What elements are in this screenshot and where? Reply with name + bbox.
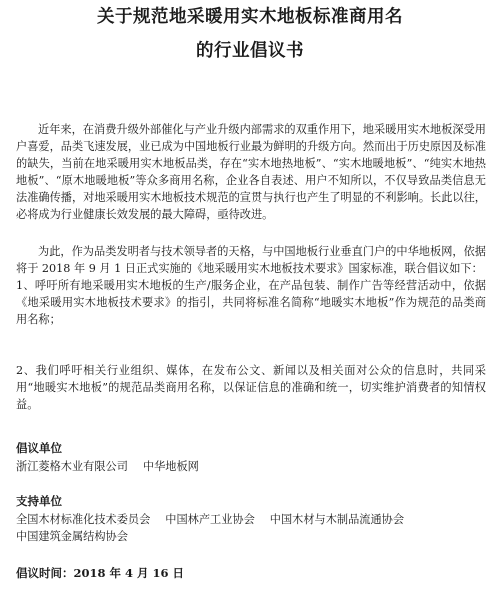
supporter-org: 中国林产工业协会 [165, 513, 255, 526]
supporter-org: 中国建筑金属结构协会 [16, 530, 128, 543]
body-paragraph-2: 为此，作为品类发明者与技术领导者的天格，与中国地板行业垂直门户的中华地板网，依据将于 2018 年 9 月 1 日正式实施的《地采暖用实木地板技术要求》国家标准，联合倡议如下： [16, 245, 486, 275]
initiators-heading: 倡议单位 [16, 441, 62, 455]
body-paragraph-1: 近年来，在消费升级外部催化与产业升级内部需求的双重作用下，地采暖用实木地板深受用户喜爱，品类飞速发展，业已成为中国地板行业最为鲜明的升级方向。然而出于历史原因及标准的缺失，当前在地采暖用实木地板品类，存在“实木地热地板”、“实木地暖地板”、“纯实木地热地板”、“原木地暖地板”等众多商用名称，企业各自表述、用户不知所以，不仅导致品类信息无法准确传播，对地采暖用实木地板技术规范的宣贯与执行也产生了明显的不利影响。长此以往，必将成为行业健康长效发展的最大障碍，亟待改进。 [16, 123, 486, 221]
document-title-line-1: 关于规范地采暖用实木地板标准商用名 [97, 7, 403, 27]
initiators-list [16, 459, 214, 475]
proposal-item-2: 2、我们呼吁相关行业组织、媒体，在发布公文、新闻以及相关面对公众的信息时，共同采用“地暖实木地板”的规范品类商用名称，以保证信息的准确和统一，切实维护消费者的知情权益。 [16, 364, 486, 411]
proposal-item-1: 1、呼吁所有地采暖用实木地板的生产/服务企业，在产品包装、制作广告等经营活动中，依据《地采暖用实木地板技术要求》的指引，共同将标准名简称“地暖实木地板”作为规范的品类商用名称； [16, 279, 486, 326]
document-title-line-2: 的行业倡议书 [196, 41, 304, 61]
supporter-org: 全国木材标准化技术委员会 [16, 513, 151, 526]
supporters-list-row-1 [16, 512, 419, 528]
initiator-org: 浙江菱格木业有限公司 [16, 460, 128, 473]
supporter-org: 中国木材与木制品流通协会 [269, 513, 405, 526]
proposal-date: 倡议时间：2018 年 4 月 16 日 [16, 566, 185, 580]
supporters-list-row-2 [16, 529, 143, 545]
initiator-org: 中华地板网 [142, 460, 199, 473]
supporters-heading: 支持单位 [16, 494, 62, 508]
